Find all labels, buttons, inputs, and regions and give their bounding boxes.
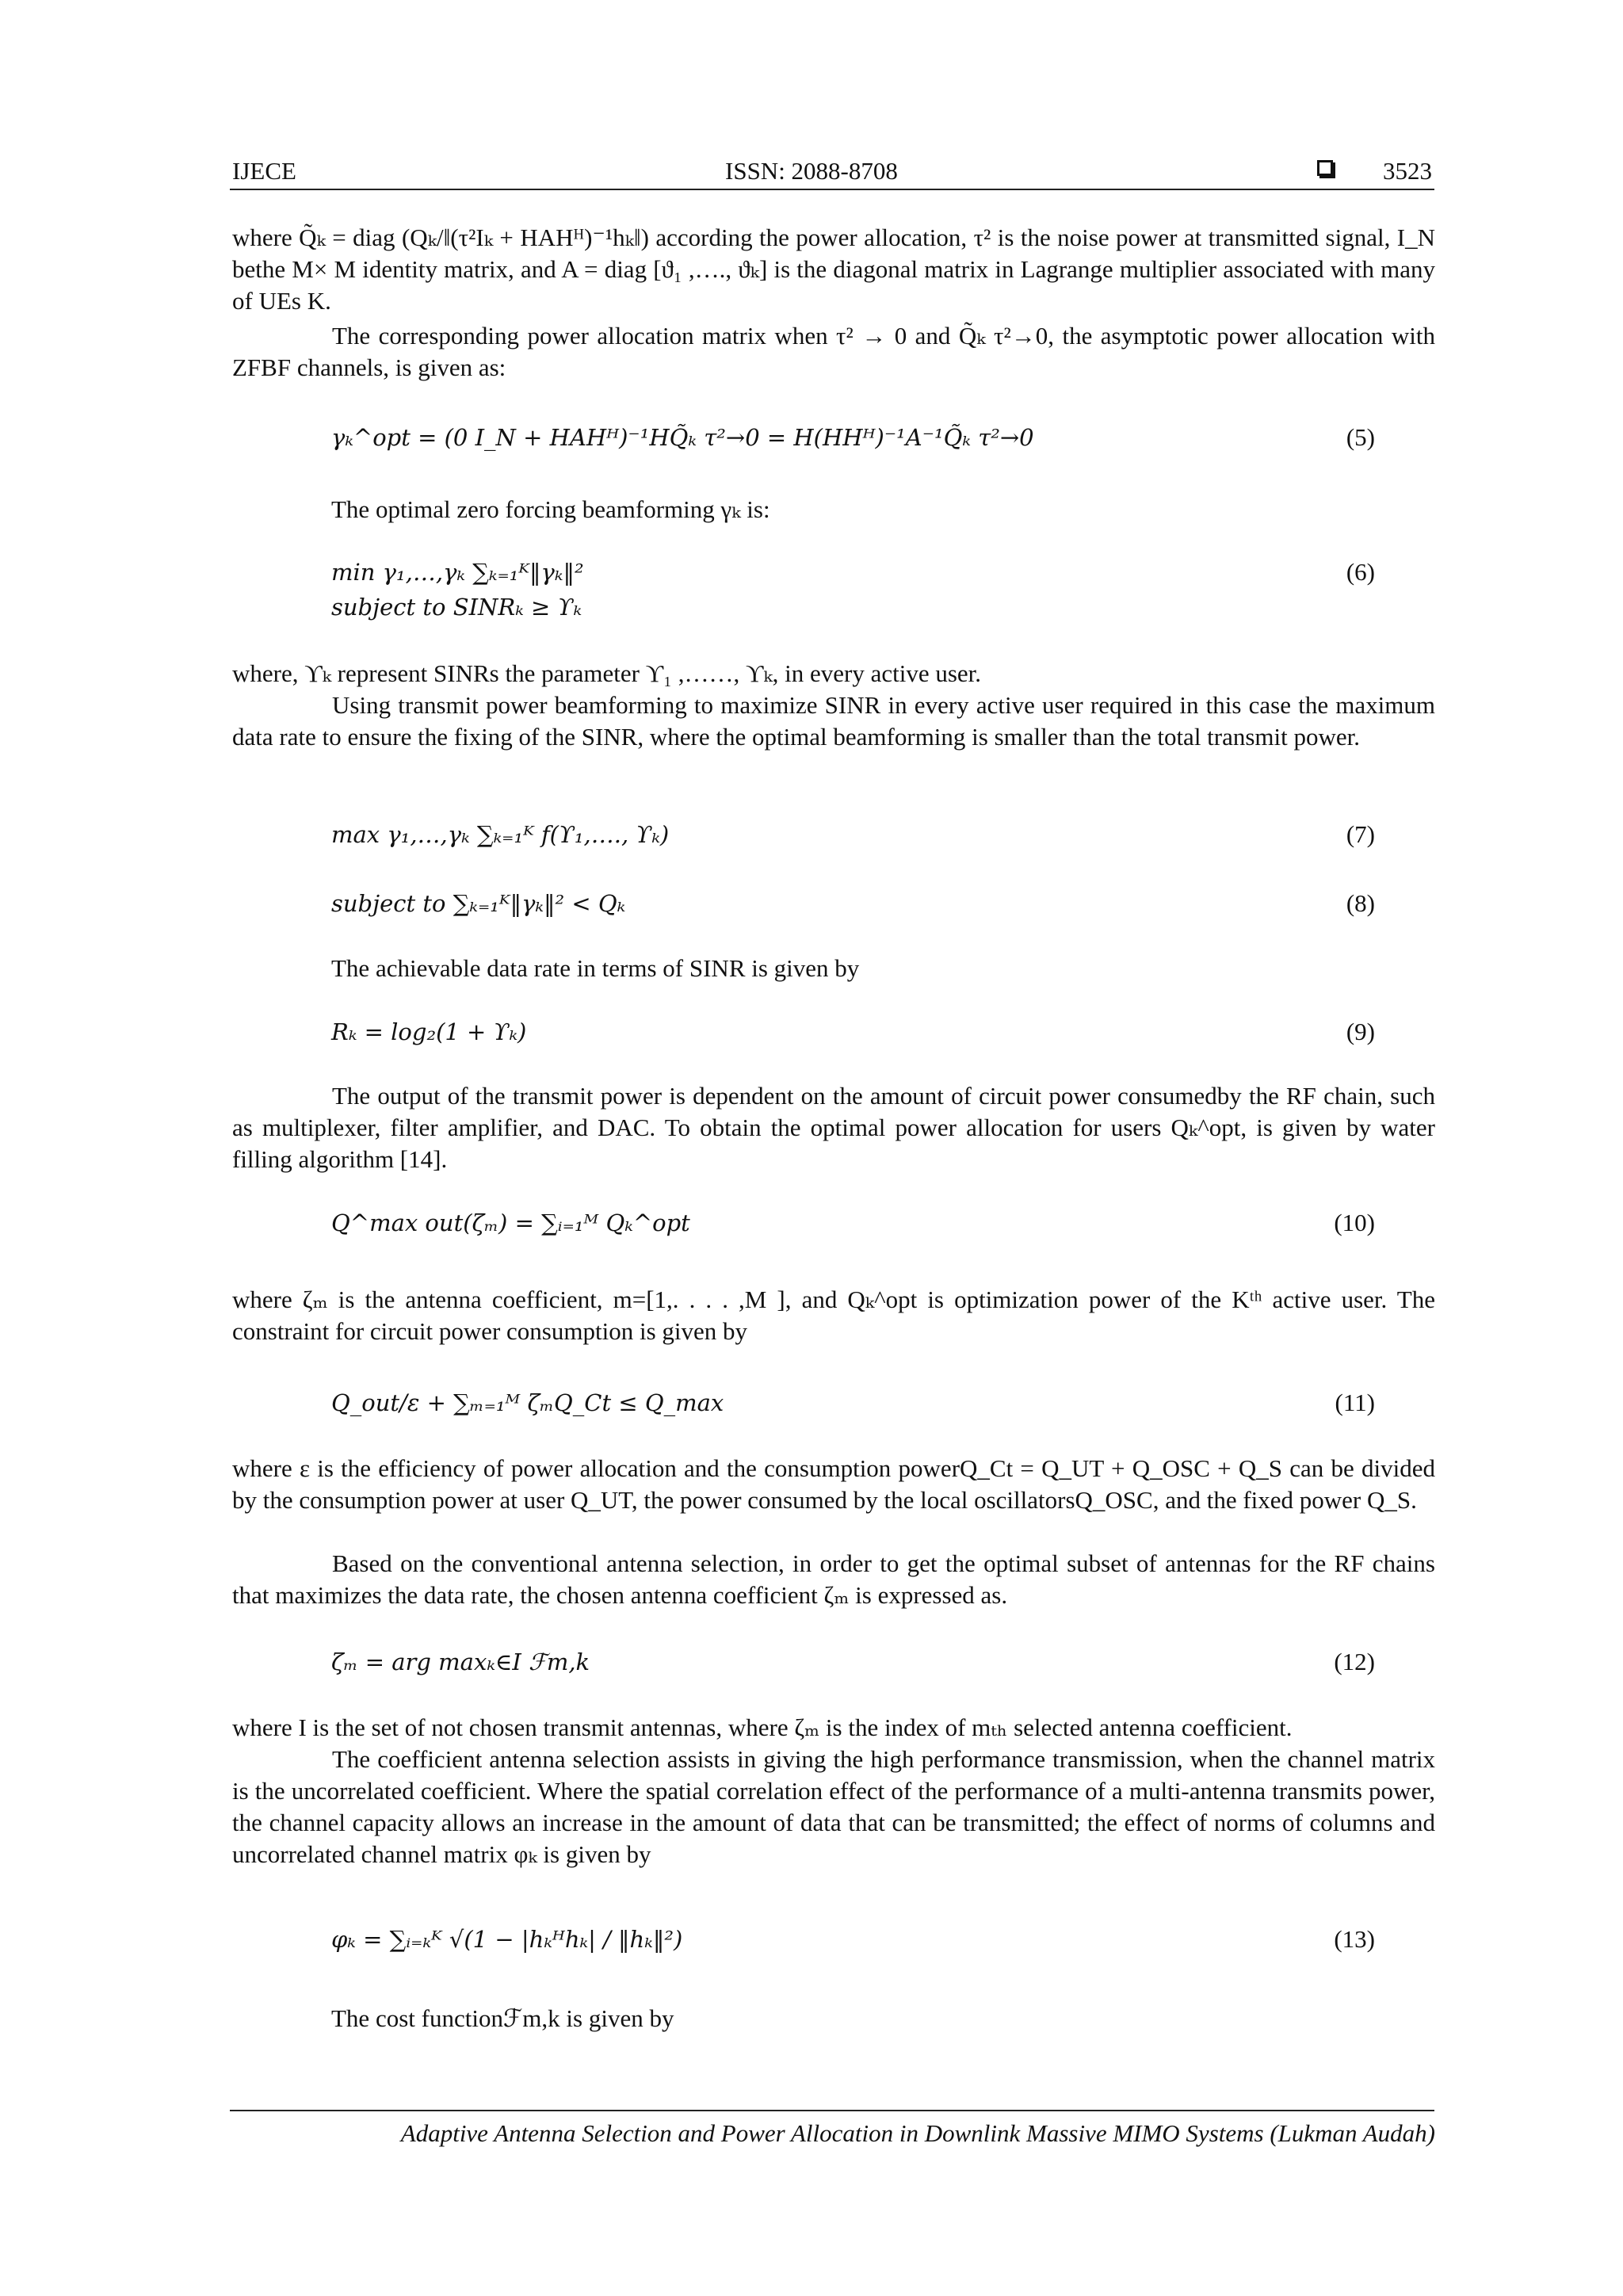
equation-5-number: (5) (1346, 423, 1375, 451)
equation-6-objective: min γ₁,…,γₖ ∑ₖ₌₁ᴷ‖γₖ‖² (331, 559, 584, 586)
paragraph-13: The cost functionℱm,k is given by (331, 2004, 674, 2032)
footer-rule (230, 2110, 1434, 2111)
paragraph-4: where, ϒₖ represent SINRs the parameter ϒ₁ ,……, ϒₖ, in every active user. (232, 659, 982, 687)
equation-13: φₖ = ∑ᵢ₌ₖᴷ √(1 − |hₖᴴhₖ| / ‖hₖ‖²) (331, 1926, 683, 1953)
equation-7-number: (7) (1346, 820, 1375, 848)
equation-12-number: (12) (1334, 1648, 1375, 1675)
paragraph-9: where ε is the efficiency of power allocation and the consumption powerQ_Ct = Q_UT + Q_OSC + Q_S can be divided by the consumption power at user Q_UT, the power consumed by the local oscillatorsQ_OSC, and the fixed power Q_S. (232, 1454, 1435, 1514)
equation-13-number: (13) (1334, 1925, 1375, 1953)
equation-9: Rₖ = log₂(1 + ϒₖ) (331, 1018, 527, 1045)
equation-10-number: (10) (1334, 1209, 1375, 1236)
paragraph-1: where Q̃ₖ = diag (Qₖ/‖(τ²Iₖ + HAHᴴ)⁻¹hₖ‖) according the power allocation, τ² is the noise power at transmitted signal, I_N bethe M× M identity matrix, and A = diag [ϑ₁ ,…., ϑₖ] is the diagonal matrix in Lagrange multiplier associated with many of UEs K. (232, 223, 1435, 315)
equation-10: Q^max out(ζₘ) = ∑ᵢ₌₁ᴹ Qₖ^opt (331, 1209, 690, 1236)
equation-11-number: (11) (1335, 1389, 1375, 1416)
paragraph-8: where ζₘ is the antenna coefficient, m=[1,. . . . ,M ], and Qₖ^opt is optimization power of the Kᵗʰ active user. The constraint for circuit power consumption is given by (232, 1286, 1435, 1345)
paragraph-10: Based on the conventional antenna selection, in order to get the optimal subset of antennas for the RF chains that maximizes the data rate, the chosen antenna coefficient ζₘ is expressed as. (232, 1549, 1435, 1609)
equation-8-number: (8) (1346, 889, 1375, 917)
equation-7: max γ₁,…,γₖ ∑ₖ₌₁ᴷ f(ϒ₁,…., ϒₖ) (331, 821, 670, 848)
square-bullet-icon (1317, 160, 1333, 176)
paragraph-3: The optimal zero forcing beamforming γₖ is: (331, 495, 770, 523)
equation-9-number: (9) (1346, 1018, 1375, 1045)
journal-name: IJECE (232, 157, 296, 185)
equation-6-constraint: subject to SINRₖ ≥ ϒₖ (331, 594, 582, 621)
header-rule (230, 189, 1434, 190)
equation-6-number: (6) (1346, 558, 1375, 586)
paragraph-5: Using transmit power beamforming to maximize SINR in every active user required in this case the maximum data rate to ensure the fixing of the SINR, where the optimal beamforming is smaller than the total transmit power. (232, 691, 1435, 751)
equation-12: ζₘ = arg maxₖ∈I ℱm,k (331, 1648, 590, 1675)
equation-11: Q_out/ε + ∑ₘ₌₁ᴹ ζₘQ_Ct ≤ Q_max (331, 1389, 724, 1416)
equation-8: subject to ∑ₖ₌₁ᴷ‖γₖ‖² < Qₖ (331, 890, 626, 917)
footer-title: Adaptive Antenna Selection and Power Allocation in Downlink Massive MIMO Systems (Lukman Audah) (400, 2119, 1435, 2147)
page-number: 3523 (1383, 157, 1432, 185)
paragraph-7: The output of the transmit power is dependent on the amount of circuit power consumedby the RF chain, such as multiplexer, filter amplifier, and DAC. To obtain the optimal power allocation for users Qₖ^opt, is given by water filling algorithm [14]. (232, 1082, 1435, 1173)
paragraph-11: where I is the set of not chosen transmit antennas, where ζₘ is the index of mₜₕ selected antenna coefficient. (232, 1713, 1293, 1741)
paragraph-6: The achievable data rate in terms of SINR is given by (331, 954, 860, 982)
issn: ISSN: 2088-8708 (725, 157, 898, 185)
paragraph-12: The coefficient antenna selection assists in giving the high performance transmission, when the channel matrix is the uncorrelated coefficient. Where the spatial correlation effect of the performance of a multi-antenna transmits power, the channel capacity allows an increase in the amount of data that can be transmitted; the effect of norms of columns and uncorrelated channel matrix φₖ is given by (232, 1745, 1435, 1868)
equation-5: γₖ^opt = (0 I_N + HAHᴴ)⁻¹HQ̃ₖ τ²→0 = H(HHᴴ)⁻¹A⁻¹Q̃ₖ τ²→0 (331, 424, 1034, 451)
paragraph-2: The corresponding power allocation matrix when τ² → 0 and Q̃ₖ τ²→0, the asymptotic power allocation with ZFBF channels, is given as: (232, 322, 1435, 381)
